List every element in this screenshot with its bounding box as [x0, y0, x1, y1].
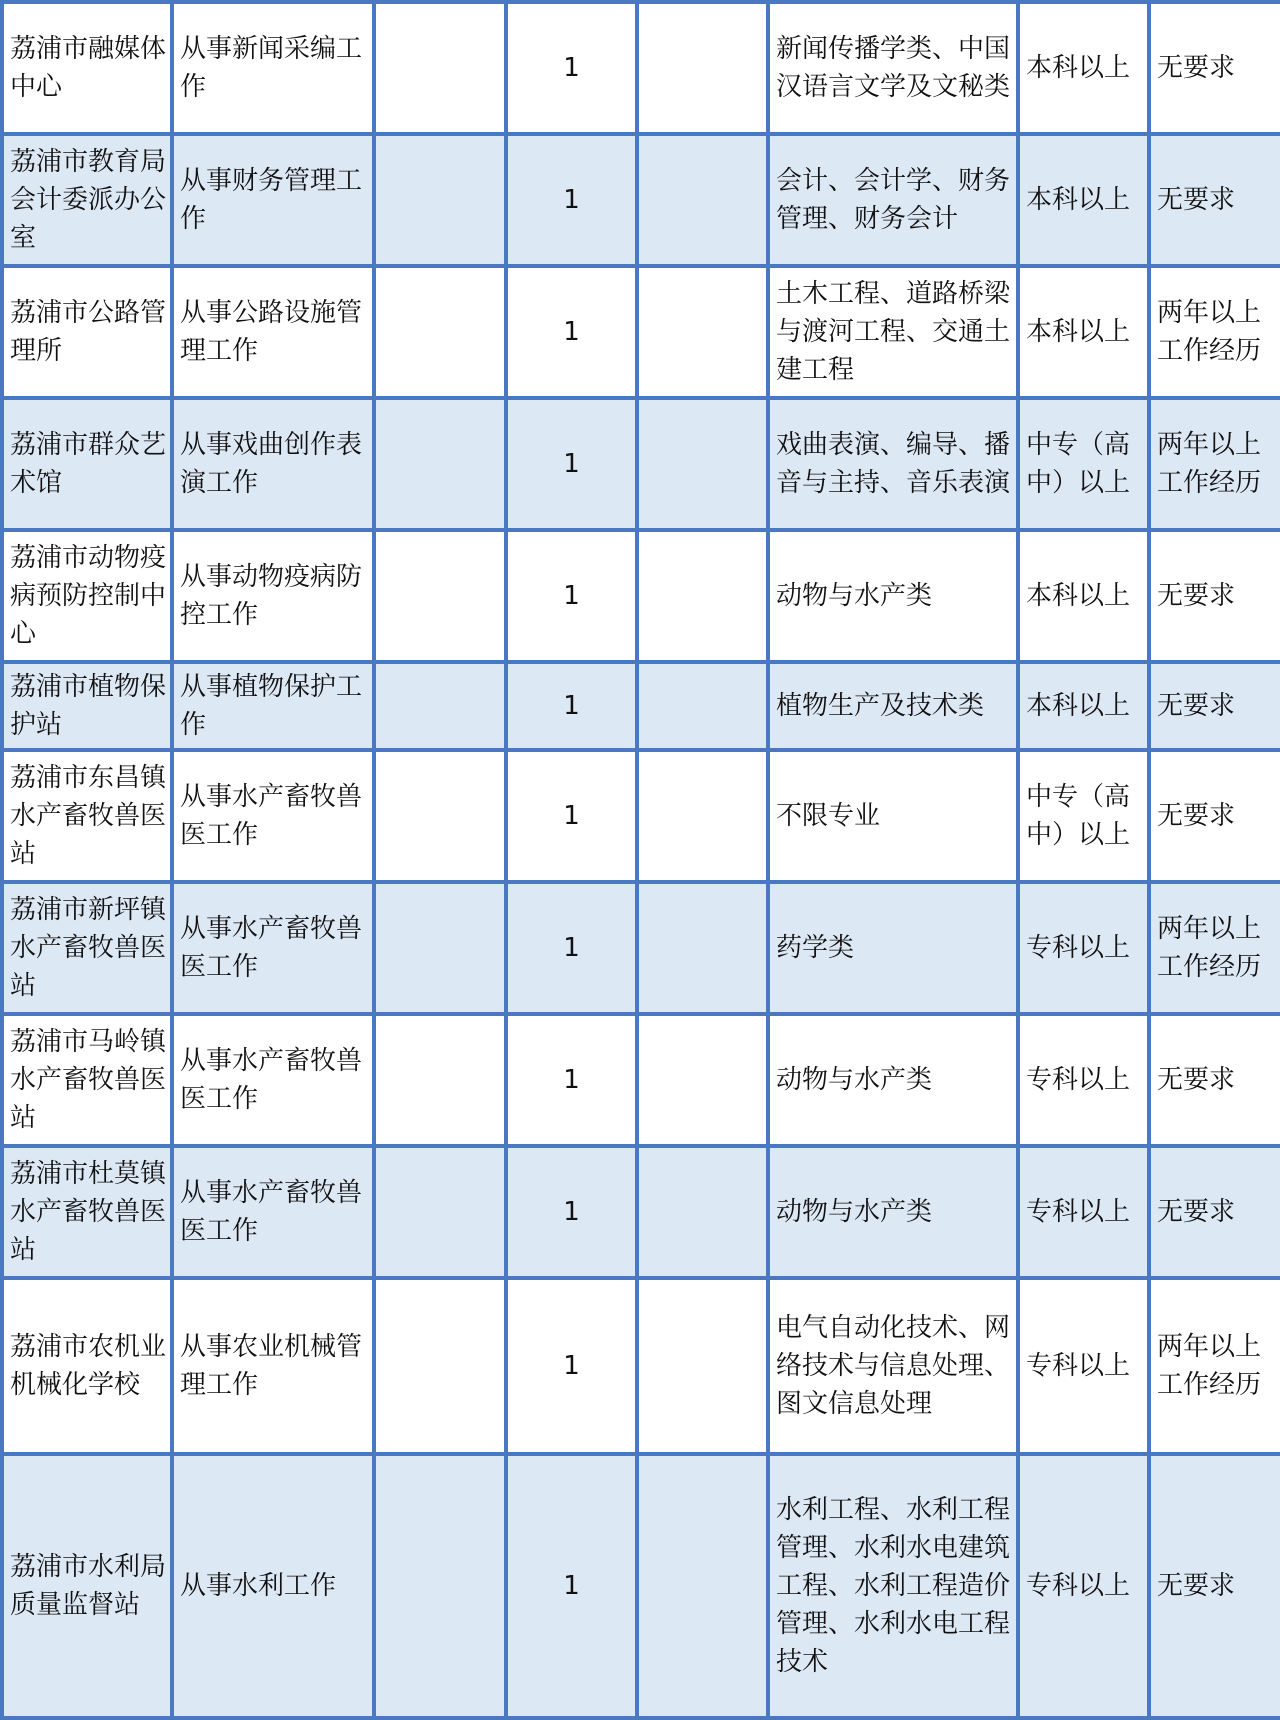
unit-cell: 荔浦市新坪镇水产畜牧兽医站 [2, 882, 172, 1014]
unit-cell: 荔浦市东昌镇水产畜牧兽医站 [2, 750, 172, 882]
education-cell: 专科以上 [1018, 882, 1149, 1014]
experience-cell: 两年以上工作经历 [1149, 398, 1280, 530]
major-cell: 新闻传播学类、中国汉语言文学及文秘类 [768, 2, 1018, 134]
experience-cell: 两年以上工作经历 [1149, 266, 1280, 398]
education-cell: 中专（高中）以上 [1018, 750, 1149, 882]
count-cell: 1 [506, 1454, 637, 1718]
empty-cell [637, 1014, 768, 1146]
education-cell: 本科以上 [1018, 2, 1149, 134]
duty-cell: 从事水产畜牧兽医工作 [172, 1014, 374, 1146]
count-cell: 1 [506, 750, 637, 882]
experience-cell: 两年以上工作经历 [1149, 1278, 1280, 1454]
count-cell: 1 [506, 134, 637, 266]
experience-cell: 无要求 [1149, 2, 1280, 134]
count-cell: 1 [506, 2, 637, 134]
unit-cell: 荔浦市教育局会计委派办公室 [2, 134, 172, 266]
table-row [2, 266, 1280, 398]
empty-cell [374, 134, 506, 266]
empty-cell [374, 2, 506, 134]
duty-cell: 从事公路设施管理工作 [172, 266, 374, 398]
table-row [2, 662, 1280, 750]
table-row [2, 2, 1280, 134]
empty-cell [374, 662, 506, 750]
count-cell: 1 [506, 266, 637, 398]
table-row [2, 1278, 1280, 1454]
count-cell: 1 [506, 530, 637, 662]
empty-cell [637, 266, 768, 398]
empty-cell [637, 134, 768, 266]
empty-cell [637, 662, 768, 750]
duty-cell: 从事新闻采编工作 [172, 2, 374, 134]
experience-cell: 无要求 [1149, 1014, 1280, 1146]
experience-cell: 无要求 [1149, 662, 1280, 750]
unit-cell: 荔浦市杜莫镇水产畜牧兽医站 [2, 1146, 172, 1278]
empty-cell [374, 530, 506, 662]
empty-cell [637, 882, 768, 1014]
education-cell: 专科以上 [1018, 1146, 1149, 1278]
table-row [2, 1014, 1280, 1146]
empty-cell [637, 398, 768, 530]
major-cell: 药学类 [768, 882, 1018, 1014]
empty-cell [374, 1014, 506, 1146]
unit-cell: 荔浦市群众艺术馆 [2, 398, 172, 530]
empty-cell [637, 1278, 768, 1454]
count-cell: 1 [506, 1014, 637, 1146]
unit-cell: 荔浦市水利局质量监督站 [2, 1454, 172, 1718]
empty-cell [374, 398, 506, 530]
count-cell: 1 [506, 1146, 637, 1278]
count-cell: 1 [506, 1278, 637, 1454]
education-cell: 专科以上 [1018, 1454, 1149, 1718]
major-cell: 土木工程、道路桥梁与渡河工程、交通土建工程 [768, 266, 1018, 398]
education-cell: 专科以上 [1018, 1278, 1149, 1454]
empty-cell [374, 750, 506, 882]
table-row [2, 398, 1280, 530]
duty-cell: 从事水利工作 [172, 1454, 374, 1718]
count-cell: 1 [506, 398, 637, 530]
table-row [2, 750, 1280, 882]
unit-cell: 荔浦市融媒体中心 [2, 2, 172, 134]
major-cell: 戏曲表演、编导、播音与主持、音乐表演 [768, 398, 1018, 530]
duty-cell: 从事水产畜牧兽医工作 [172, 1146, 374, 1278]
experience-cell: 无要求 [1149, 1454, 1280, 1718]
major-cell: 电气自动化技术、网络技术与信息处理、图文信息处理 [768, 1278, 1018, 1454]
unit-cell: 荔浦市农机业机械化学校 [2, 1278, 172, 1454]
table-row [2, 1146, 1280, 1278]
empty-cell [374, 1454, 506, 1718]
empty-cell [374, 1278, 506, 1454]
experience-cell: 两年以上工作经历 [1149, 882, 1280, 1014]
table-row [2, 134, 1280, 266]
duty-cell: 从事水产畜牧兽医工作 [172, 750, 374, 882]
empty-cell [374, 882, 506, 1014]
empty-cell [637, 1146, 768, 1278]
duty-cell: 从事动物疫病防控工作 [172, 530, 374, 662]
unit-cell: 荔浦市公路管理所 [2, 266, 172, 398]
education-cell: 本科以上 [1018, 662, 1149, 750]
unit-cell: 荔浦市植物保护站 [2, 662, 172, 750]
empty-cell [637, 2, 768, 134]
major-cell: 植物生产及技术类 [768, 662, 1018, 750]
major-cell: 动物与水产类 [768, 530, 1018, 662]
experience-cell: 无要求 [1149, 1146, 1280, 1278]
major-cell: 动物与水产类 [768, 1146, 1018, 1278]
duty-cell: 从事农业机械管理工作 [172, 1278, 374, 1454]
experience-cell: 无要求 [1149, 750, 1280, 882]
table-row [2, 530, 1280, 662]
count-cell: 1 [506, 882, 637, 1014]
duty-cell: 从事植物保护工作 [172, 662, 374, 750]
education-cell: 本科以上 [1018, 530, 1149, 662]
empty-cell [637, 750, 768, 882]
duty-cell: 从事水产畜牧兽医工作 [172, 882, 374, 1014]
experience-cell: 无要求 [1149, 134, 1280, 266]
education-cell: 本科以上 [1018, 134, 1149, 266]
experience-cell: 无要求 [1149, 530, 1280, 662]
education-cell: 专科以上 [1018, 1014, 1149, 1146]
count-cell: 1 [506, 662, 637, 750]
major-cell: 会计、会计学、财务管理、财务会计 [768, 134, 1018, 266]
major-cell: 不限专业 [768, 750, 1018, 882]
duty-cell: 从事财务管理工作 [172, 134, 374, 266]
education-cell: 本科以上 [1018, 266, 1149, 398]
empty-cell [637, 530, 768, 662]
major-cell: 水利工程、水利工程管理、水利水电建筑工程、水利工程造价管理、水利水电工程技术 [768, 1454, 1018, 1718]
empty-cell [374, 1146, 506, 1278]
major-cell: 动物与水产类 [768, 1014, 1018, 1146]
education-cell: 中专（高中）以上 [1018, 398, 1149, 530]
empty-cell [374, 266, 506, 398]
empty-cell [637, 1454, 768, 1718]
table-row [2, 1454, 1280, 1718]
duty-cell: 从事戏曲创作表演工作 [172, 398, 374, 530]
unit-cell: 荔浦市动物疫病预防控制中心 [2, 530, 172, 662]
unit-cell: 荔浦市马岭镇水产畜牧兽医站 [2, 1014, 172, 1146]
table-row [2, 882, 1280, 1014]
